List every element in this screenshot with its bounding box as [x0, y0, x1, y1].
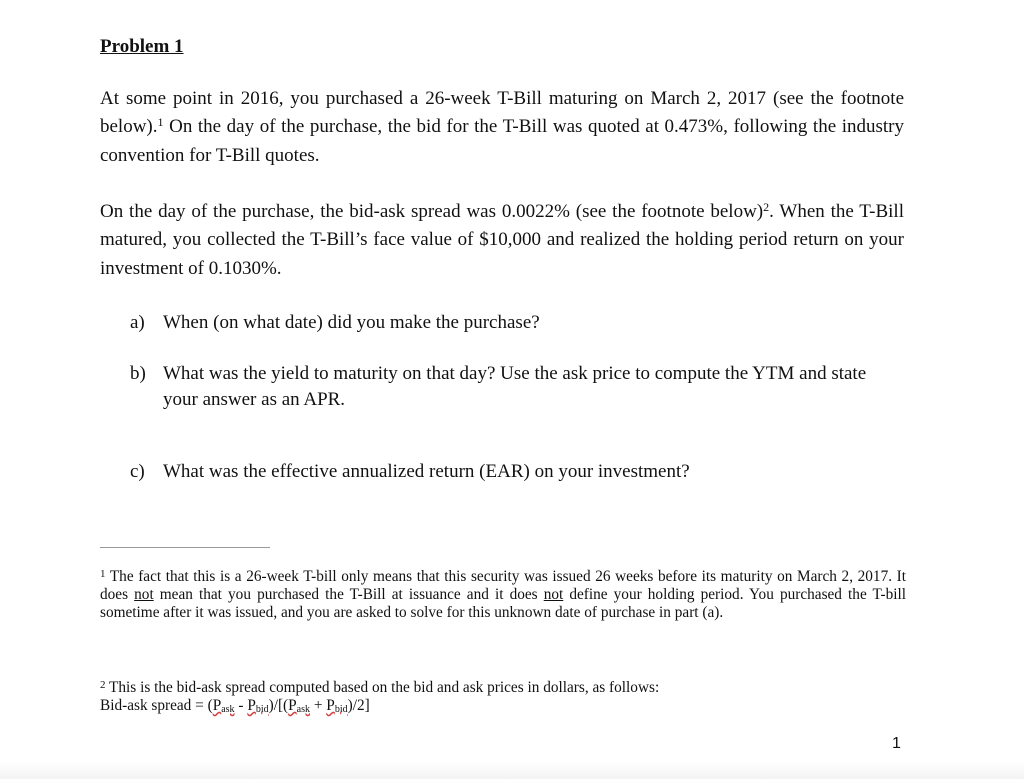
footnote-1-not-2: not: [543, 586, 564, 603]
footnote-ref-2: 2: [763, 200, 770, 214]
formula-prefix: Bid-ask spread = (: [100, 697, 213, 714]
bid-ask-formula: [100, 697, 906, 719]
footnote-1: [100, 568, 906, 622]
paragraph-2-text-a: On the day of the purchase, the bid-ask spread was 0.0022% (see the footnote below): [100, 201, 764, 222]
footnote-2-number: 2: [100, 679, 106, 691]
paragraph-2: [100, 198, 904, 283]
formula-suffix: )/2]: [347, 697, 370, 714]
formula-minus: -: [234, 697, 248, 714]
question-c-label: c): [130, 461, 145, 482]
formula-p4: P: [326, 697, 335, 714]
question-a-text: When (on what date) did you make the purchase?: [163, 312, 540, 333]
footnote-1-part-1: The fact that this is a 26-week T-bill only means that this security was issued 26 weeks before its maturity on March 2, 2017. It does: [100, 568, 906, 603]
problem-title: Problem 1: [100, 36, 184, 57]
formula-ask-sub-2: ask: [296, 704, 311, 715]
formula-bid-sub-2: bid: [334, 704, 348, 715]
footnote-1-not-1: not: [134, 586, 154, 603]
footnote-1-number: 1: [100, 568, 106, 580]
formula-p2: P: [247, 697, 256, 714]
formula-mid: )/[(: [268, 697, 289, 714]
formula-plus: +: [310, 697, 327, 714]
footnote-ref-1: 1: [157, 115, 164, 130]
footnote-2: [100, 679, 906, 719]
formula-p1: P: [212, 697, 222, 714]
question-c: [130, 459, 900, 485]
page-number: 1: [892, 735, 901, 752]
question-a-label: a): [130, 312, 145, 333]
question-a: [130, 310, 900, 336]
footnote-2-line: [100, 679, 906, 697]
formula-p-ask: [213, 697, 235, 714]
paragraph-2-text-b: . When the T-Bill matured, you collected the T-Bill’s face value of $10,000 and realized the holding period return on your investment of 0.1030%.: [100, 201, 904, 279]
formula-p3: P: [288, 697, 297, 714]
question-b: [130, 361, 900, 412]
paragraph-1-text-a: At some point in 2016, you purchased a 26-week T-Bill maturing on March 2, 2017 (see the footnote below).: [100, 88, 904, 138]
footnote-2-text: This is the bid-ask spread computed based on the bid and ask prices in dollars, as follows:: [105, 679, 660, 696]
formula-ask-sub-1: ask: [221, 704, 235, 715]
formula-p-bid: [247, 697, 268, 714]
footnote-1-part-3: define your holding period. You purchased the T-bill sometime after it was issued, and you are asked to solve for this unknown date of purchase in part (a).: [100, 586, 906, 621]
formula-p-ask-2: [288, 697, 310, 714]
question-b-label: b): [130, 363, 146, 384]
footnote-1-part-2: mean that you purchased the T-Bill at issuance and it does: [153, 586, 544, 603]
page-bottom-edge: [0, 762, 1024, 779]
formula-bid-sub-1: bid: [255, 704, 269, 715]
formula-p-bid-2: [326, 697, 347, 714]
question-c-text: What was the effective annualized return (EAR) on your investment?: [163, 461, 690, 482]
footnote-separator: [100, 547, 270, 548]
paragraph-1-text-b: On the day of the purchase, the bid for the T-Bill was quoted at 0.473%, following the industry convention for T-Bill quotes.: [100, 116, 904, 166]
question-b-text: What was the yield to maturity on that day? Use the ask price to compute the YTM and state your answer as an APR.: [163, 363, 867, 410]
paragraph-1: [100, 85, 904, 170]
